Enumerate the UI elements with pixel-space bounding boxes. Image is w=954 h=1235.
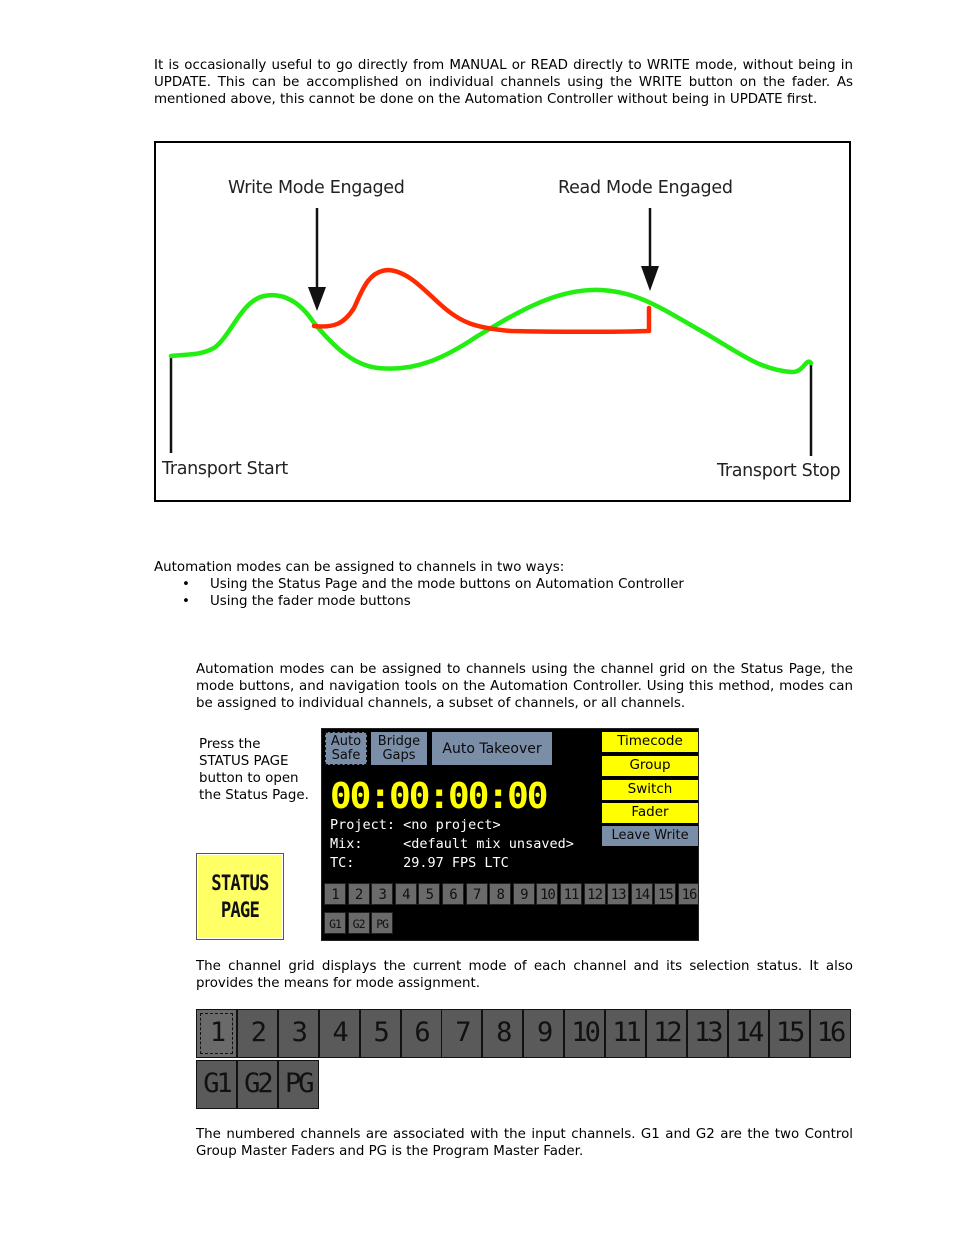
channel-cell[interactable]: 2 [348,883,370,905]
group-cell[interactable]: G2 [237,1060,278,1109]
final-paragraph: The numbered channels are associated with the input channels. G1 and G2 are the two Control Group Master Faders and PG is the Program Master Fader. [196,1127,853,1159]
status-page-button[interactable] [196,853,284,940]
write-mode-label: Write Mode Engaged [228,178,405,198]
read-mode-label: Read Mode Engaged [558,178,733,198]
channel-cell-selected[interactable]: 1 [196,1009,237,1058]
channel-cell[interactable]: 6 [401,1009,442,1058]
timecode-display: 00:00:00:00 [330,776,547,817]
transport-stop-label: Transport Stop [717,461,841,481]
modes-intro: Automation modes can be assigned to channels in two ways: [154,560,565,575]
channel-cell[interactable]: 14 [631,883,653,905]
group-cell[interactable]: G2 [348,912,370,934]
group-cell[interactable]: G1 [196,1060,237,1109]
channel-cell[interactable]: 3 [278,1009,319,1058]
read-arrow-head [641,266,659,291]
write-arrow-head [308,287,326,311]
channel-cell[interactable]: 16 [810,1009,851,1058]
channel-cell[interactable]: 16 [678,883,699,905]
channel-cell[interactable]: 8 [489,883,511,905]
status-page-screen [321,728,699,941]
channel-cell[interactable]: 5 [360,1009,401,1058]
mix-line: Mix: <default mix unsaved> [330,836,574,852]
channel-cell[interactable]: 3 [371,883,393,905]
list-item: • Using the fader mode buttons [154,593,684,610]
channel-cell[interactable]: 14 [728,1009,769,1058]
channel-cell[interactable]: 11 [605,1009,646,1058]
status-paragraph: Automation modes can be assigned to channels using the channel grid on the Status Page, the mode buttons, and navigation tools on the Automation Controller. Using this method, modes can be assigned to individual channels, a subset of channels, or all channels. [196,662,853,711]
channel-cell[interactable]: 12 [584,883,606,905]
channel-cell[interactable]: 13 [607,883,629,905]
bridge-gaps-button[interactable]: Bridge Gaps [371,732,427,765]
channel-cell[interactable]: 15 [769,1009,810,1058]
press-instruction: Press the STATUS PAGE button to open the Status Page. [199,737,309,803]
channel-cell[interactable]: 7 [441,1009,482,1058]
transport-start-label: Transport Start [162,459,288,479]
channel-cell[interactable]: 2 [237,1009,278,1058]
channel-grid-large [196,1009,851,1109]
intro-paragraph: It is occasionally useful to go directly from MANUAL or READ directly to WRITE mode, without being in UPDATE. This can be accomplished on individual channels using the WRITE button on the fader. As mentioned above, this cannot be done on the Automation Controller without being in UPDATE first. [154,58,853,107]
tc-line: TC: 29.97 FPS LTC [330,855,509,871]
channel-cell[interactable]: 4 [395,883,417,905]
channel-cell[interactable]: 4 [319,1009,360,1058]
auto-takeover-button[interactable]: Auto Takeover [432,732,552,765]
auto-safe-button[interactable]: Auto Safe [325,732,367,765]
written-automation-curve [314,270,649,332]
channel-cell[interactable]: 15 [654,883,676,905]
channel-cell[interactable]: 10 [536,883,558,905]
fader-button[interactable]: Fader [602,803,698,823]
grid-paragraph: The channel grid displays the current mode of each channel and its selection status. It also provides the means for mode assignment. [196,959,853,991]
channel-cell[interactable]: 1 [324,883,346,905]
leave-write-button[interactable]: Leave Write [602,826,698,846]
channel-cell[interactable]: 9 [513,883,535,905]
group-cell[interactable]: PG [371,912,393,934]
group-button[interactable]: Group [602,756,698,776]
automation-write-diagram [154,141,851,502]
timecode-button[interactable]: Timecode [602,732,698,752]
switch-button[interactable]: Switch [602,780,698,800]
channel-cell[interactable]: 12 [646,1009,687,1058]
group-cell[interactable]: PG [278,1060,319,1109]
channel-cell[interactable]: 10 [564,1009,605,1058]
channel-cell[interactable]: 9 [523,1009,564,1058]
group-cell[interactable]: G1 [324,912,346,934]
channel-cell[interactable]: 8 [482,1009,523,1058]
list-item: • Using the Status Page and the mode buttons on Automation Controller [154,576,684,593]
channel-cell[interactable]: 5 [418,883,440,905]
original-automation-curve [171,290,811,372]
channel-cell[interactable]: 7 [466,883,488,905]
project-line: Project: <no project> [330,817,501,833]
channel-cell[interactable]: 11 [560,883,582,905]
modes-list [154,576,684,610]
channel-cell[interactable]: 6 [442,883,464,905]
channel-cell[interactable]: 13 [687,1009,728,1058]
status-page-button-label: STATUS PAGE [211,870,269,922]
